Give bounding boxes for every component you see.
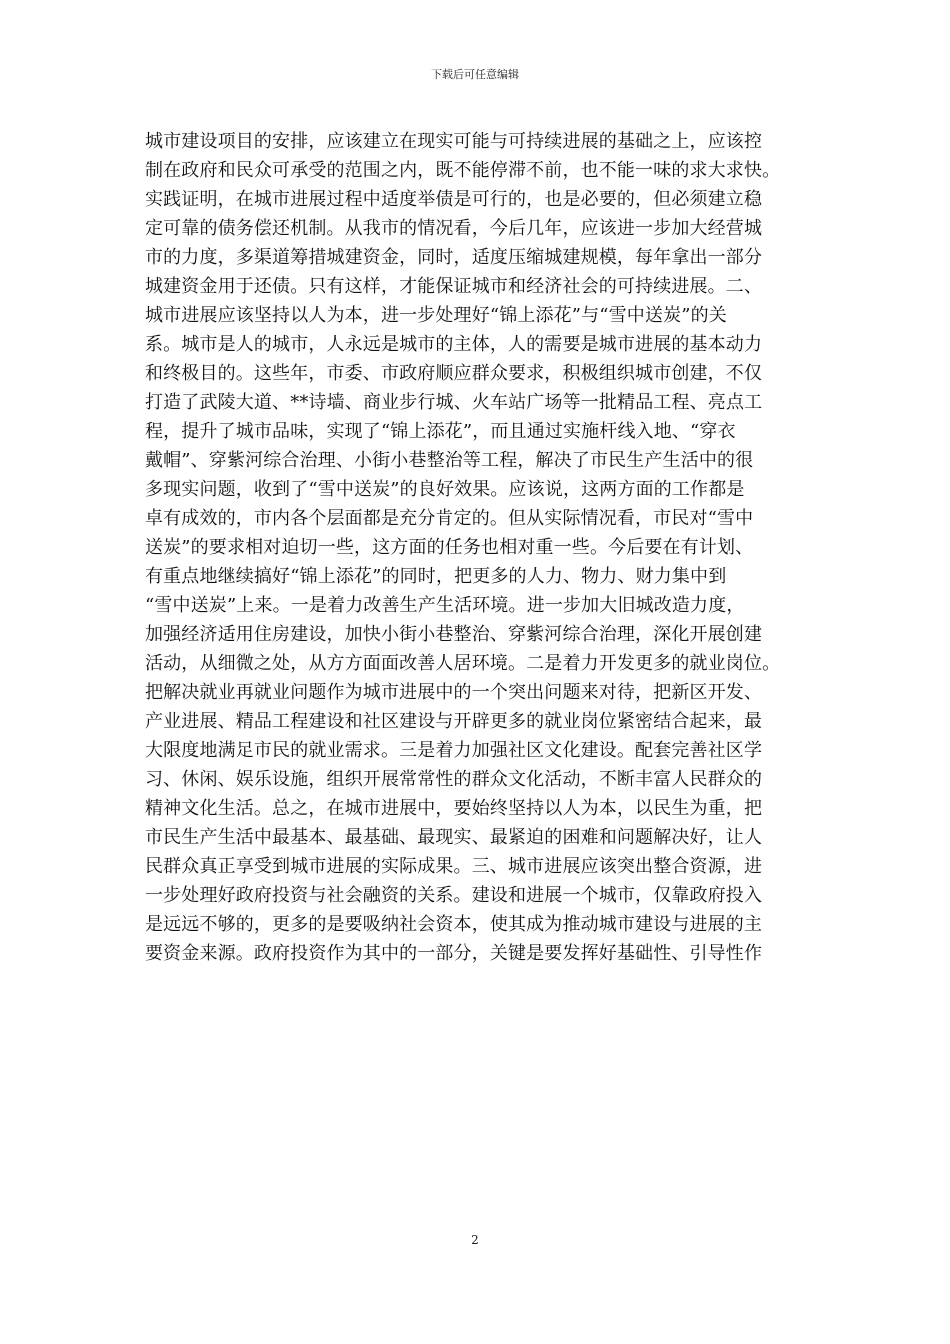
text-line: 要资金来源。政府投资作为其中的一部分，关键是要发挥好基础性、引导性作 xyxy=(145,943,763,964)
text-line: 活动，从细微之处，从方方面面改善人居环境。二是着力开发更多的就业岗位。 xyxy=(145,653,781,674)
text-line: 一步处理好政府投资与社会融资的关系。建设和进展一个城市，仅靠政府投入 xyxy=(145,885,763,906)
text-line: 城市建设项目的安排，应该建立在现实可能与可持续进展的基础之上，应该控 xyxy=(145,131,763,152)
text-line: 实践证明，在城市进展过程中适度举债是可行的，也是必要的，但必须建立稳 xyxy=(145,189,763,210)
text-line: 市民生产生活中最基本、最基础、最现实、最紧迫的困难和问题解决好，让人 xyxy=(145,827,763,848)
text-line: 城市进展应该坚持以人为本，进一步处理好“锦上添花”与“雪中送炭”的关 xyxy=(145,305,727,326)
text-line: 有重点地继续搞好“锦上添花”的同时，把更多的人力、物力、财力集中到 xyxy=(145,566,727,587)
text-line: 定可靠的债务偿还机制。从我市的情况看，今后几年，应该进一步加大经营城 xyxy=(145,218,763,239)
text-line: 送炭”的要求相对迫切一些，这方面的任务也相对重一些。今后要在有计划、 xyxy=(145,537,754,558)
text-line: 民群众真正享受到城市进展的实际成果。三、城市进展应该突出整合资源，进 xyxy=(145,856,763,877)
page-header: 下载后可任意编辑 xyxy=(431,68,519,81)
text-line: 精神文化生活。总之，在城市进展中，要始终坚持以人为本，以民生为重，把 xyxy=(145,798,763,819)
text-line: 系。城市是人的城市，人永远是城市的主体，人的需要是城市进展的基本动力 xyxy=(145,334,763,355)
text-line: 是远远不够的，更多的是要吸纳社会资本，使其成为推动城市建设与进展的主 xyxy=(145,914,763,935)
text-line: 把解决就业再就业问题作为城市进展中的一个突出问题来对待，把新区开发、 xyxy=(145,682,763,703)
text-line: 制在政府和民众可承受的范围之内，既不能停滞不前，也不能一味的求大求快。 xyxy=(145,160,781,181)
text-line: 产业进展、精品工程建设和社区建设与开辟更多的就业岗位紧密结合起来，最 xyxy=(145,711,763,732)
text-line: 打造了武陵大道、**诗墙、商业步行城、火车站广场等一批精品工程、亮点工 xyxy=(145,392,763,413)
text-line: 习、休闲、娱乐设施，组织开展常常性的群众文化活动，不断丰富人民群众的 xyxy=(145,769,763,790)
text-line: 和终极目的。这些年，市委、市政府顺应群众要求，积极组织城市创建，不仅 xyxy=(145,363,763,384)
text-line: 多现实问题，收到了“雪中送炭”的良好效果。应该说，这两方面的工作都是 xyxy=(145,479,745,500)
text-line: “雪中送炭”上来。一是着力改善生产生活环境。进一步加大旧城改造力度， xyxy=(145,595,745,616)
text-line: 卓有成效的，市内各个层面都是充分肯定的。但从实际情况看，市民对“雪中 xyxy=(145,508,754,529)
text-line: 市的力度，多渠道筹措城建资金，同时，适度压缩城建规模，每年拿出一部分 xyxy=(145,247,763,268)
text-line: 程，提升了城市品味，实现了“锦上添花”，而且通过实施杆线入地、“穿衣 xyxy=(145,421,736,442)
text-line: 城建资金用于还债。只有这样，才能保证城市和经济社会的可持续进展。二、 xyxy=(145,276,763,297)
text-line: 加强经济适用住房建设，加快小街小巷整治、穿紫河综合治理，深化开展创建 xyxy=(145,624,763,645)
text-line: 戴帽”、穿紫河综合治理、小街小巷整治等工程，解决了市民生产生活中的很 xyxy=(145,450,754,471)
page-number: 2 xyxy=(471,1233,479,1247)
text-line: 大限度地满足市民的就业需求。三是着力加强社区文化建设。配套完善社区学 xyxy=(145,740,763,761)
body-text xyxy=(145,127,825,968)
